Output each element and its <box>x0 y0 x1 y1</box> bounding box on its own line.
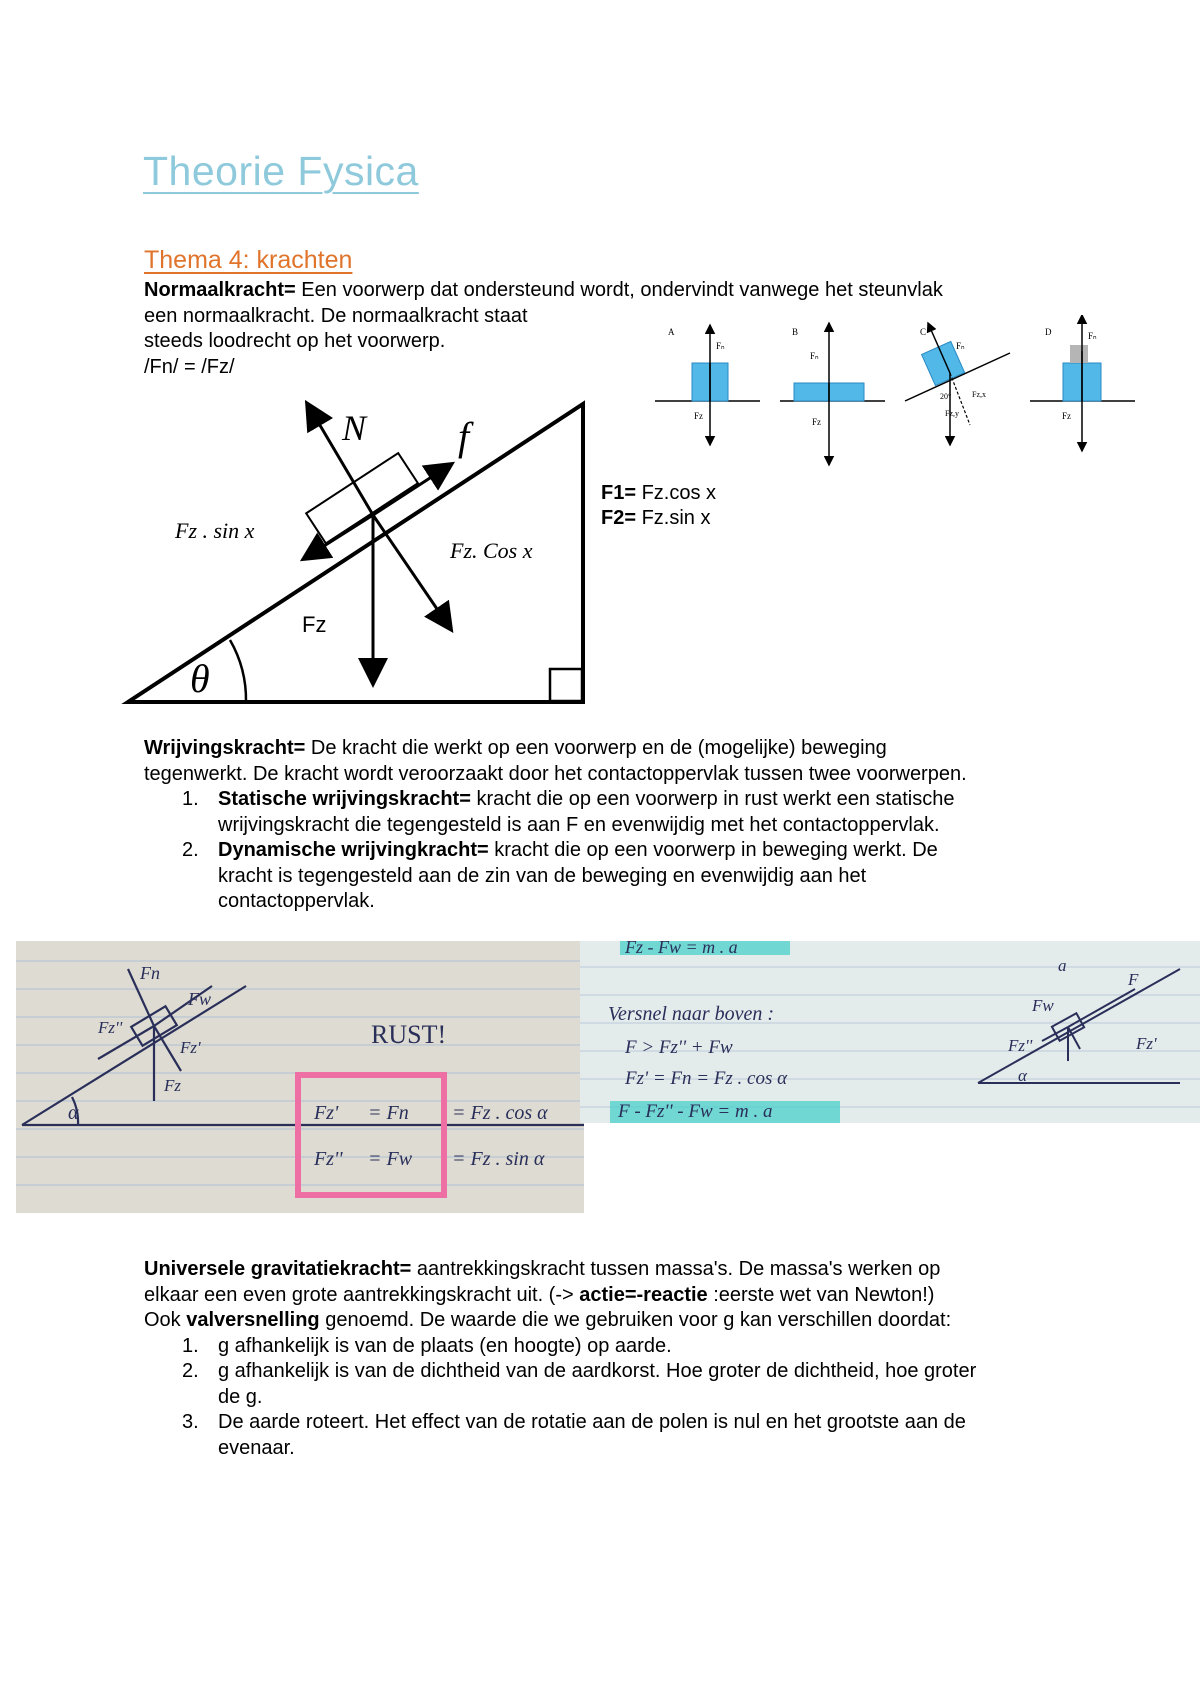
normaalkracht-term: Normaalkracht= <box>144 279 296 301</box>
diagram-d-weight <box>1070 345 1088 363</box>
label-fz: Fz <box>302 612 327 637</box>
photo-left-eq1-rhs: = Fz . cos α <box>452 1102 548 1124</box>
photo-left-eq2-rhs: = Fz . sin α <box>452 1148 545 1170</box>
photo-left-eq1-lhs: Fz' <box>314 1102 339 1124</box>
diagram-b-fn: Fₙ <box>810 351 819 361</box>
photo-right-f: F <box>1128 970 1139 989</box>
label-f: f <box>458 414 470 459</box>
fz-cos-arrow <box>373 515 450 628</box>
diagram-c-fzy: Fz,y <box>945 409 959 418</box>
photo-right-fz1: Fz' <box>1136 1034 1157 1053</box>
label-fz-sin: Fz . sin x <box>175 518 255 543</box>
f-formulas <box>601 481 716 531</box>
label-theta: θ <box>190 656 210 701</box>
diagram-c-fn: Fₙ <box>956 341 965 351</box>
normaalkracht-formula: /Fn/ = /Fz/ <box>144 355 235 378</box>
photo-left-rust: RUST! <box>371 1020 447 1049</box>
f2-value: Fz.sin x <box>636 507 711 529</box>
photo-left-eq2-lhs: Fz'' <box>314 1148 343 1170</box>
gravitatie-line1: aantrekkingskracht tussen massa's. De massa's werken op <box>411 1258 941 1280</box>
diagram-d-letter: D <box>1045 327 1052 337</box>
photo-right-top: Fz - Fw = m . a <box>625 941 738 957</box>
diagram-b-fz: Fz <box>812 417 821 427</box>
right-angle-mark <box>550 669 582 701</box>
photo-right-heading: Versnel naar boven : <box>608 1003 775 1025</box>
section-heading-thema4: Thema 4: krachten <box>144 246 353 274</box>
f2-label: F2= <box>601 507 637 529</box>
photo-right-line1: F > Fz'' + Fw <box>625 1037 733 1058</box>
diagram-c-fzx: Fz,x <box>972 390 986 399</box>
photo-right-alpha: α <box>1018 1066 1027 1085</box>
label-fz-cos: Fz. Cos x <box>450 538 533 563</box>
valversnelling: valversnelling <box>186 1309 320 1331</box>
diagram-b-letter: B <box>792 327 799 337</box>
f1-label: F1= <box>601 482 637 504</box>
photo-left-fz1: Fz' <box>180 1038 201 1057</box>
photo-left-fz2: Fz'' <box>98 1018 123 1037</box>
diagram-c-letter: C <box>920 327 927 337</box>
photo-right-fw: Fw <box>1032 996 1054 1015</box>
wrijving-line1: De kracht die werkt op een voorwerp en de (mogelijke) beweging <box>305 737 887 759</box>
gravitatie-paragraph: Universele gravitatiekracht= aantrekkingskracht tussen massa's. De massa's werken op elkaar een even grote aantrekkingskracht uit. (-> actie=-reactie :eerste wet van Newton!) Ook valversnelling genoemd. De waarde die we gebruiken voor g kan verschillen doordat: 1. g afhankelijk is van de plaats (en hoogte) op aarde. 2. g afhankelijk is van de dichtheid van de aardkorst. Hoe groter de dichtheid, hoe groter de g. 3. De aarde roteert. Het effect van de rotatie aan de polen is nul en het grootste aan de evenaar. <box>144 1257 1104 1461</box>
wrijving-term: Wrijvingskracht= <box>144 737 306 759</box>
normaalkracht-line2: een normaalkracht. De normaalkracht staat <box>144 304 528 327</box>
diagram-d-fz: Fz <box>1062 411 1071 421</box>
photo-left-eq1-eq: = Fn <box>368 1102 409 1124</box>
gravitatie-term: Universele gravitatiekracht= <box>144 1258 412 1280</box>
photo-left-pink-box <box>298 1075 444 1195</box>
diagram-a-fz: Fz <box>694 411 703 421</box>
photo-left-alpha: α <box>68 1102 79 1124</box>
photo-right-line2: Fz' = Fn = Fz . cos α <box>625 1068 788 1089</box>
wrijving-list <box>144 787 1104 915</box>
list-item: 2. g afhankelijk is van de dichtheid van de aardkorst. Hoe groter de dichtheid, hoe groter de g. <box>182 1360 977 1408</box>
list-item: 3. De aarde roteert. Het effect van de rotatie aan de polen is nul en het grootste aan de evenaar. <box>182 1411 966 1459</box>
list-item: 1. Statische wrijvingskracht= kracht die op een voorwerp in rust werkt een statische wrijvingskracht die tegengesteld is aan F en evenwijdig met het contactoppervlak. <box>182 788 955 836</box>
photo-right-fz2: Fz'' <box>1008 1036 1033 1055</box>
f1-value: Fz.cos x <box>636 482 717 504</box>
incline-force-diagram <box>120 390 600 720</box>
normaalkracht-line3: steeds loodrecht op het voorwerp. <box>144 330 446 352</box>
photo-left-fw: Fw <box>188 989 212 1009</box>
diagram-c-angle: 20° <box>940 392 952 401</box>
list-item: 2. Dynamische wrijvingkracht= kracht die op een voorwerp in beweging werkt. De kracht is tegengesteld aan de zin van de beweging en evenwijdig aan het contactoppervlak. <box>182 839 938 912</box>
diagram-a-letter: A <box>668 327 675 337</box>
photo-left-fn: Fn <box>140 963 160 983</box>
wrijving-line2: tegenwerkt. De kracht wordt veroorzaakt door het contactoppervlak tussen twee voorwerpen. <box>144 762 967 785</box>
photo-right-a: a <box>1058 956 1067 975</box>
label-n: N <box>342 408 367 448</box>
handwritten-notes-photo-left <box>16 941 584 1213</box>
angle-arc <box>230 640 246 702</box>
photo-left-eq2-eq: = Fw <box>368 1148 413 1170</box>
photo-right-line3: F - Fz'' - Fw = m . a <box>618 1101 773 1122</box>
diagram-a-fn: Fₙ <box>716 341 725 351</box>
gravitatie-list <box>144 1334 1104 1462</box>
list-item: 1. g afhankelijk is van de plaats (en hoogte) op aarde. <box>182 1334 672 1357</box>
handwritten-notes-photo-right <box>580 941 1200 1123</box>
actie-reactie: actie=-reactie <box>579 1283 708 1306</box>
page-title: Theorie Fysica <box>143 148 419 194</box>
wrijving-paragraph <box>144 736 1104 915</box>
normaalkracht-line1: Een voorwerp dat ondersteund wordt, ondervindt vanwege het steunvlak <box>295 279 943 301</box>
normal-force-examples <box>650 315 1140 475</box>
diagram-d-fn: Fₙ <box>1088 331 1097 341</box>
photo-left-fz: Fz <box>164 1076 181 1095</box>
